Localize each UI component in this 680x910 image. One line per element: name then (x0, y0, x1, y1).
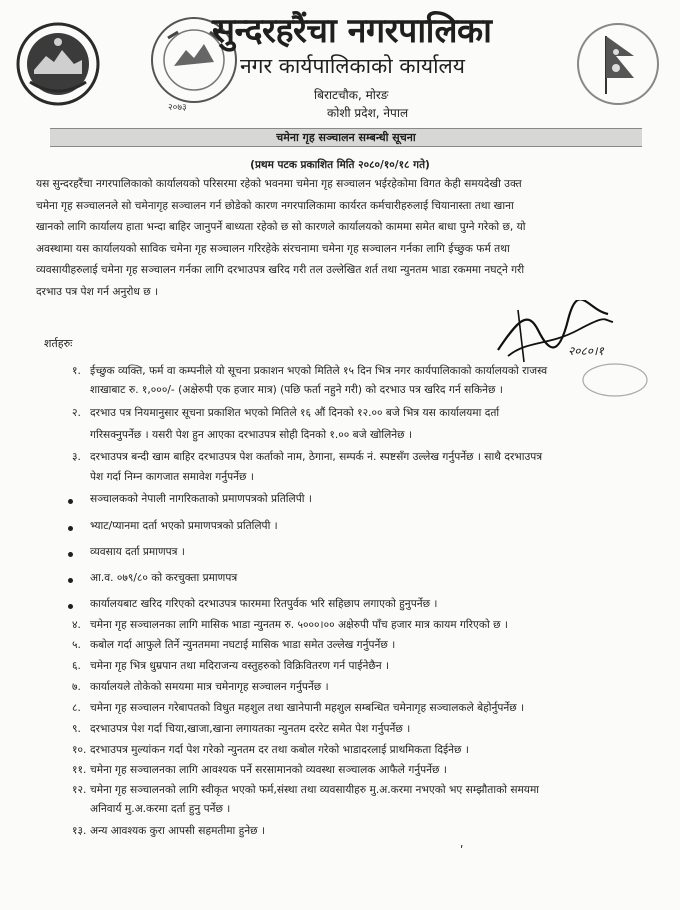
condition-text: पेश गर्दा निम्न कागजात समावेश गर्नुपर्नेछ । (90, 471, 254, 483)
nepal-emblem-logo (16, 22, 100, 106)
condition-number: १३. (72, 825, 87, 837)
condition-text: दरभाउपत्र मुल्यांकन गर्दा पेश गरेको न्युनतम दर तथा कबोल गरेको भाडादरलाई प्राथमिकता दिईनेछ । (90, 744, 469, 756)
intro-line: चमेना गृह सञ्चालनले सो चमेनागृह सञ्चालन गर्न छोडेको कारण नगरपालिकामा कार्यरत कर्मचारीहरुलाई चियानास्ता तथा खाना (36, 199, 514, 212)
condition-text: शाखाबाट रु. १,०००/- (अक्षेरुपी एक हजार मात्र) (पछि फर्ता नहुने गरी) को दरभाउ पत्र खरिद गर्न सकिनेछ । (90, 384, 503, 396)
condition-number: १२. (72, 784, 87, 796)
condition-text: दरभाउपत्र पेश गर्दा चिया,खाजा,खाना लगायतका न्युनतम दररेट समेत पेश गर्नुपर्नेछ । (90, 723, 411, 735)
condition-number: ५. (72, 639, 81, 651)
condition-text: ईच्छुक व्यक्ति, फर्म वा कम्पनीले यो सूचना प्रकाशन भएको मितिले १५ दिन भित्र नगर कार्यपालिकाको कार्यालयको राजस्व (90, 365, 548, 377)
condition-number: ३. (72, 451, 81, 463)
condition-number: २. (72, 407, 81, 419)
intro-line: व्यवसायीहरुलाई चमेना गृह सञ्चालन गर्नका लागि दरभाउपत्र खरिद गरी तल उल्लेखित शर्त तथा न्युनतम भाडा रकममा नघट्ने गरी (36, 264, 525, 277)
condition-number: ७. (72, 681, 81, 693)
intro-paragraph (36, 174, 666, 304)
condition-text: चमेना गृह सञ्चालनको लागि स्वीकृत भएको फर्म,संस्था तथा व्यवसायीहरु मु.अ.करमा नभएको भए सम्झौताको समयमा (90, 784, 540, 796)
condition-number: ४. (72, 619, 81, 631)
list-bullet (68, 526, 73, 531)
address-line-1: बिराटचौक, मोरङ (314, 88, 389, 102)
list-bullet (68, 552, 73, 557)
document-item: आ.व. ०७९/८० को करचुक्ता प्रमाणपत्र (90, 572, 238, 584)
municipality-name: सुन्दरहरैंचा नगरपालिका (212, 11, 492, 51)
condition-number: १. (72, 365, 81, 377)
document-item: कार्यालयबाट खरिद गरिएको दरभाउपत्र फारममा रितपुर्वक भरि सहिछाप लगाएको हुनुपर्नेछ । (90, 598, 438, 610)
condition-text: चमेना गृह भित्र धुम्रपान तथा मदिराजन्य वस्तुहरुको विक्रिवितरण गर्न पाईनेछैन । (90, 660, 390, 672)
condition-text: चमेना गृह सञ्चालनका लागि मासिक भाडा न्युनतम रु. ५०००।०० अक्षेरुपी पाँच हजार मात्र कायम गरिएको छ । (90, 619, 508, 631)
nepal-flag-logo (576, 22, 660, 106)
seal-year: २०७३ (168, 103, 187, 113)
condition-number: ९. (72, 723, 81, 735)
condition-text: चमेना गृह सञ्चालन गरेबापतको विधुत महशुल तथा खानेपानी महशुल सम्बन्धित चमेनागृह सञ्चालकले बेहोर्नुपर्नेछ । (90, 702, 525, 714)
list-bullet (68, 499, 73, 504)
document-item: सञ्चालकको नेपाली नागरिकताको प्रमाणपत्रको प्रतिलिपी । (90, 493, 312, 505)
condition-text: अन्य आवश्यक कुरा आपसी सहमतीमा हुनेछ । (90, 825, 265, 837)
list-bullet (68, 604, 73, 609)
terms-heading: शर्तहरुः (44, 337, 73, 350)
condition-text: कार्यालयले तोकेको समयमा मात्र चमेनागृह सञ्चालन गर्नुपर्नेछ । (90, 681, 329, 693)
intro-line: अवस्थामा यस कार्यालयको साविक चमेना गृह सञ्चालन गरिरहेके संरचनामा चमेना गृह सञ्चालन गर्नका लागि ईच्छुक फर्म तथा (36, 242, 510, 255)
signature-date: २०८०।१ (568, 344, 604, 358)
condition-number: ६. (72, 660, 81, 672)
condition-text: गरिसक्नुपर्नेछ । यसरी पेश हुन आएका दरभाउपत्र सोही दिनको १.०० बजे खोलिनेछ । (90, 429, 412, 441)
document-item: भ्याट/प्यानमा दर्ता भएको प्रमाणपत्रको प्रतिलिपी । (90, 520, 278, 532)
condition-text: चमेना गृह सञ्चालनका लागि आवश्यक पर्ने सरसामानको व्यवस्था सञ्चालक आफैले गर्नुपर्नेछ । (90, 764, 447, 776)
condition-number: ८. (72, 702, 81, 714)
condition-number: १०. (72, 744, 87, 756)
address-line-2: कोशी प्रदेश, नेपाल (327, 106, 409, 120)
intro-line: दरभाउ पत्र पेश गर्न अनुरोध छ । (36, 285, 159, 298)
intro-line: खानको लागि कार्यालय हाता भन्दा बाहिर जानुपर्ने बाध्यता रहेको छ सो कारणले कार्यालयको काममा समेत बाधा पुग्ने गरेको छ, यो (36, 221, 526, 234)
office-name: नगर कार्यपालिकाको कार्यालय (240, 54, 465, 78)
pen-mark: ʹ (460, 844, 464, 858)
condition-text: कबोल गर्दा आफुले तिर्ने न्युनतममा नघटाई मासिक भाडा समेत उल्लेख गर्नुपर्नेछ । (90, 639, 396, 651)
intro-line: यस सुन्दरहरैंचा नगरपालिकाको कार्यालयको परिसरमा रहेको भवनमा चमेना गृह सञ्चालन भईरहेकोमा विगत केही समयदेखी उक्त (36, 178, 522, 190)
document-item: व्यवसाय दर्ता प्रमाणपत्र । (90, 546, 185, 558)
publication-date: (प्रथम पटक प्रकाशित मिति २०८०/१०/१८ गते) (250, 159, 430, 171)
condition-number: ११. (72, 764, 87, 776)
notice-title-banner: चमेना गृह सञ्चालन सम्बन्धी सूचना (50, 128, 642, 147)
condition-text: दरभाउपत्र बन्दी खाम बाहिर दरभाउपत्र पेश कर्ताको नाम, ठेगाना, सम्पर्क नं. स्पष्टसँग उल्लेख गर्नुपर्नेछ । साथै दरभाउपत्र (90, 451, 543, 463)
list-bullet (68, 578, 73, 583)
condition-text: अनिवार्य मु.अ.करमा दर्ता हुनु पर्नेछ । (90, 803, 231, 815)
condition-text: दरभाउ पत्र नियमानुसार सूचना प्रकाशित भएको मितिले १६ औं दिनको १२.०० बजे भित्र यस कार्यालयमा दर्ता (90, 407, 500, 419)
